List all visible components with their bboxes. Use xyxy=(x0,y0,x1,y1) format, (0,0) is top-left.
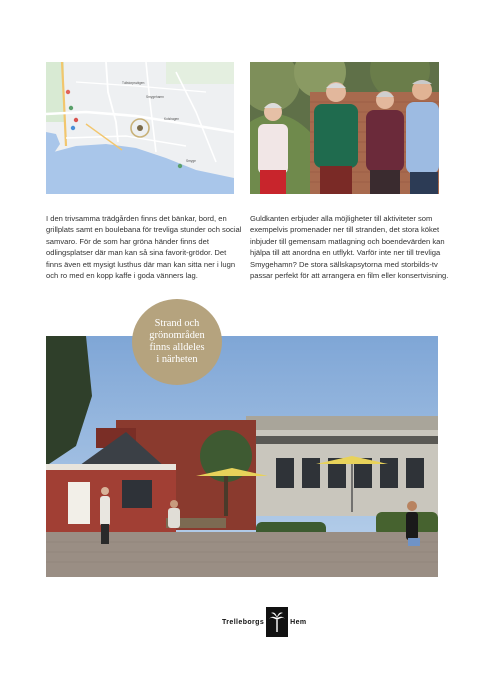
map-pin xyxy=(66,90,70,94)
trelleborgshem-logo xyxy=(222,607,307,637)
residents-photo xyxy=(250,62,439,194)
map-pin xyxy=(178,164,182,168)
logo-text-right: Hem xyxy=(290,618,307,626)
palm-tree-icon xyxy=(266,607,288,637)
map-label: Smyge xyxy=(186,159,196,163)
map-pin xyxy=(71,126,75,130)
intro-text-left xyxy=(46,213,242,281)
map-label: Kolshagen xyxy=(164,117,180,121)
intro-text-right xyxy=(250,213,450,281)
logo-text-left: Trelleborgs xyxy=(222,618,265,626)
map-label: Smygehamn xyxy=(146,95,164,99)
courtyard-rendering xyxy=(46,336,438,577)
map-label: Tullstorpsvägen xyxy=(122,81,145,85)
location-map xyxy=(46,62,234,194)
paragraph: I den trivsamma trädgården finns det bänkar, bord, en grillplats samt en boulebana för trevliga stunder och social samvaro. För de som har gröna händer finns det odlingsplatser där man kan så sina favorit-grödor. Det finns även ett mysigt lusthus där man kan sitta ner i lugn och ro med en kopp kaffe i goda vänners lag. xyxy=(46,214,242,281)
callout-badge xyxy=(132,299,222,385)
callout-text: Strand och grönområden finns alldeles i närheten xyxy=(149,318,205,365)
map-pin xyxy=(69,106,73,110)
paragraph: Guldkanten erbjuder alla möjligheter till aktiviteter som exempelvis promenader ner till stranden, det stora köket inbjuder till gemensam matlagning och boendevärden kan hjälpa till att anordna en utflykt. Varför inte ner till trevliga Smygehamn? De stora sällskapsytorna med storbilds-tv passar perfekt för att arrangera en film eller konsertvisning. xyxy=(250,214,449,281)
map-pin xyxy=(74,118,78,122)
